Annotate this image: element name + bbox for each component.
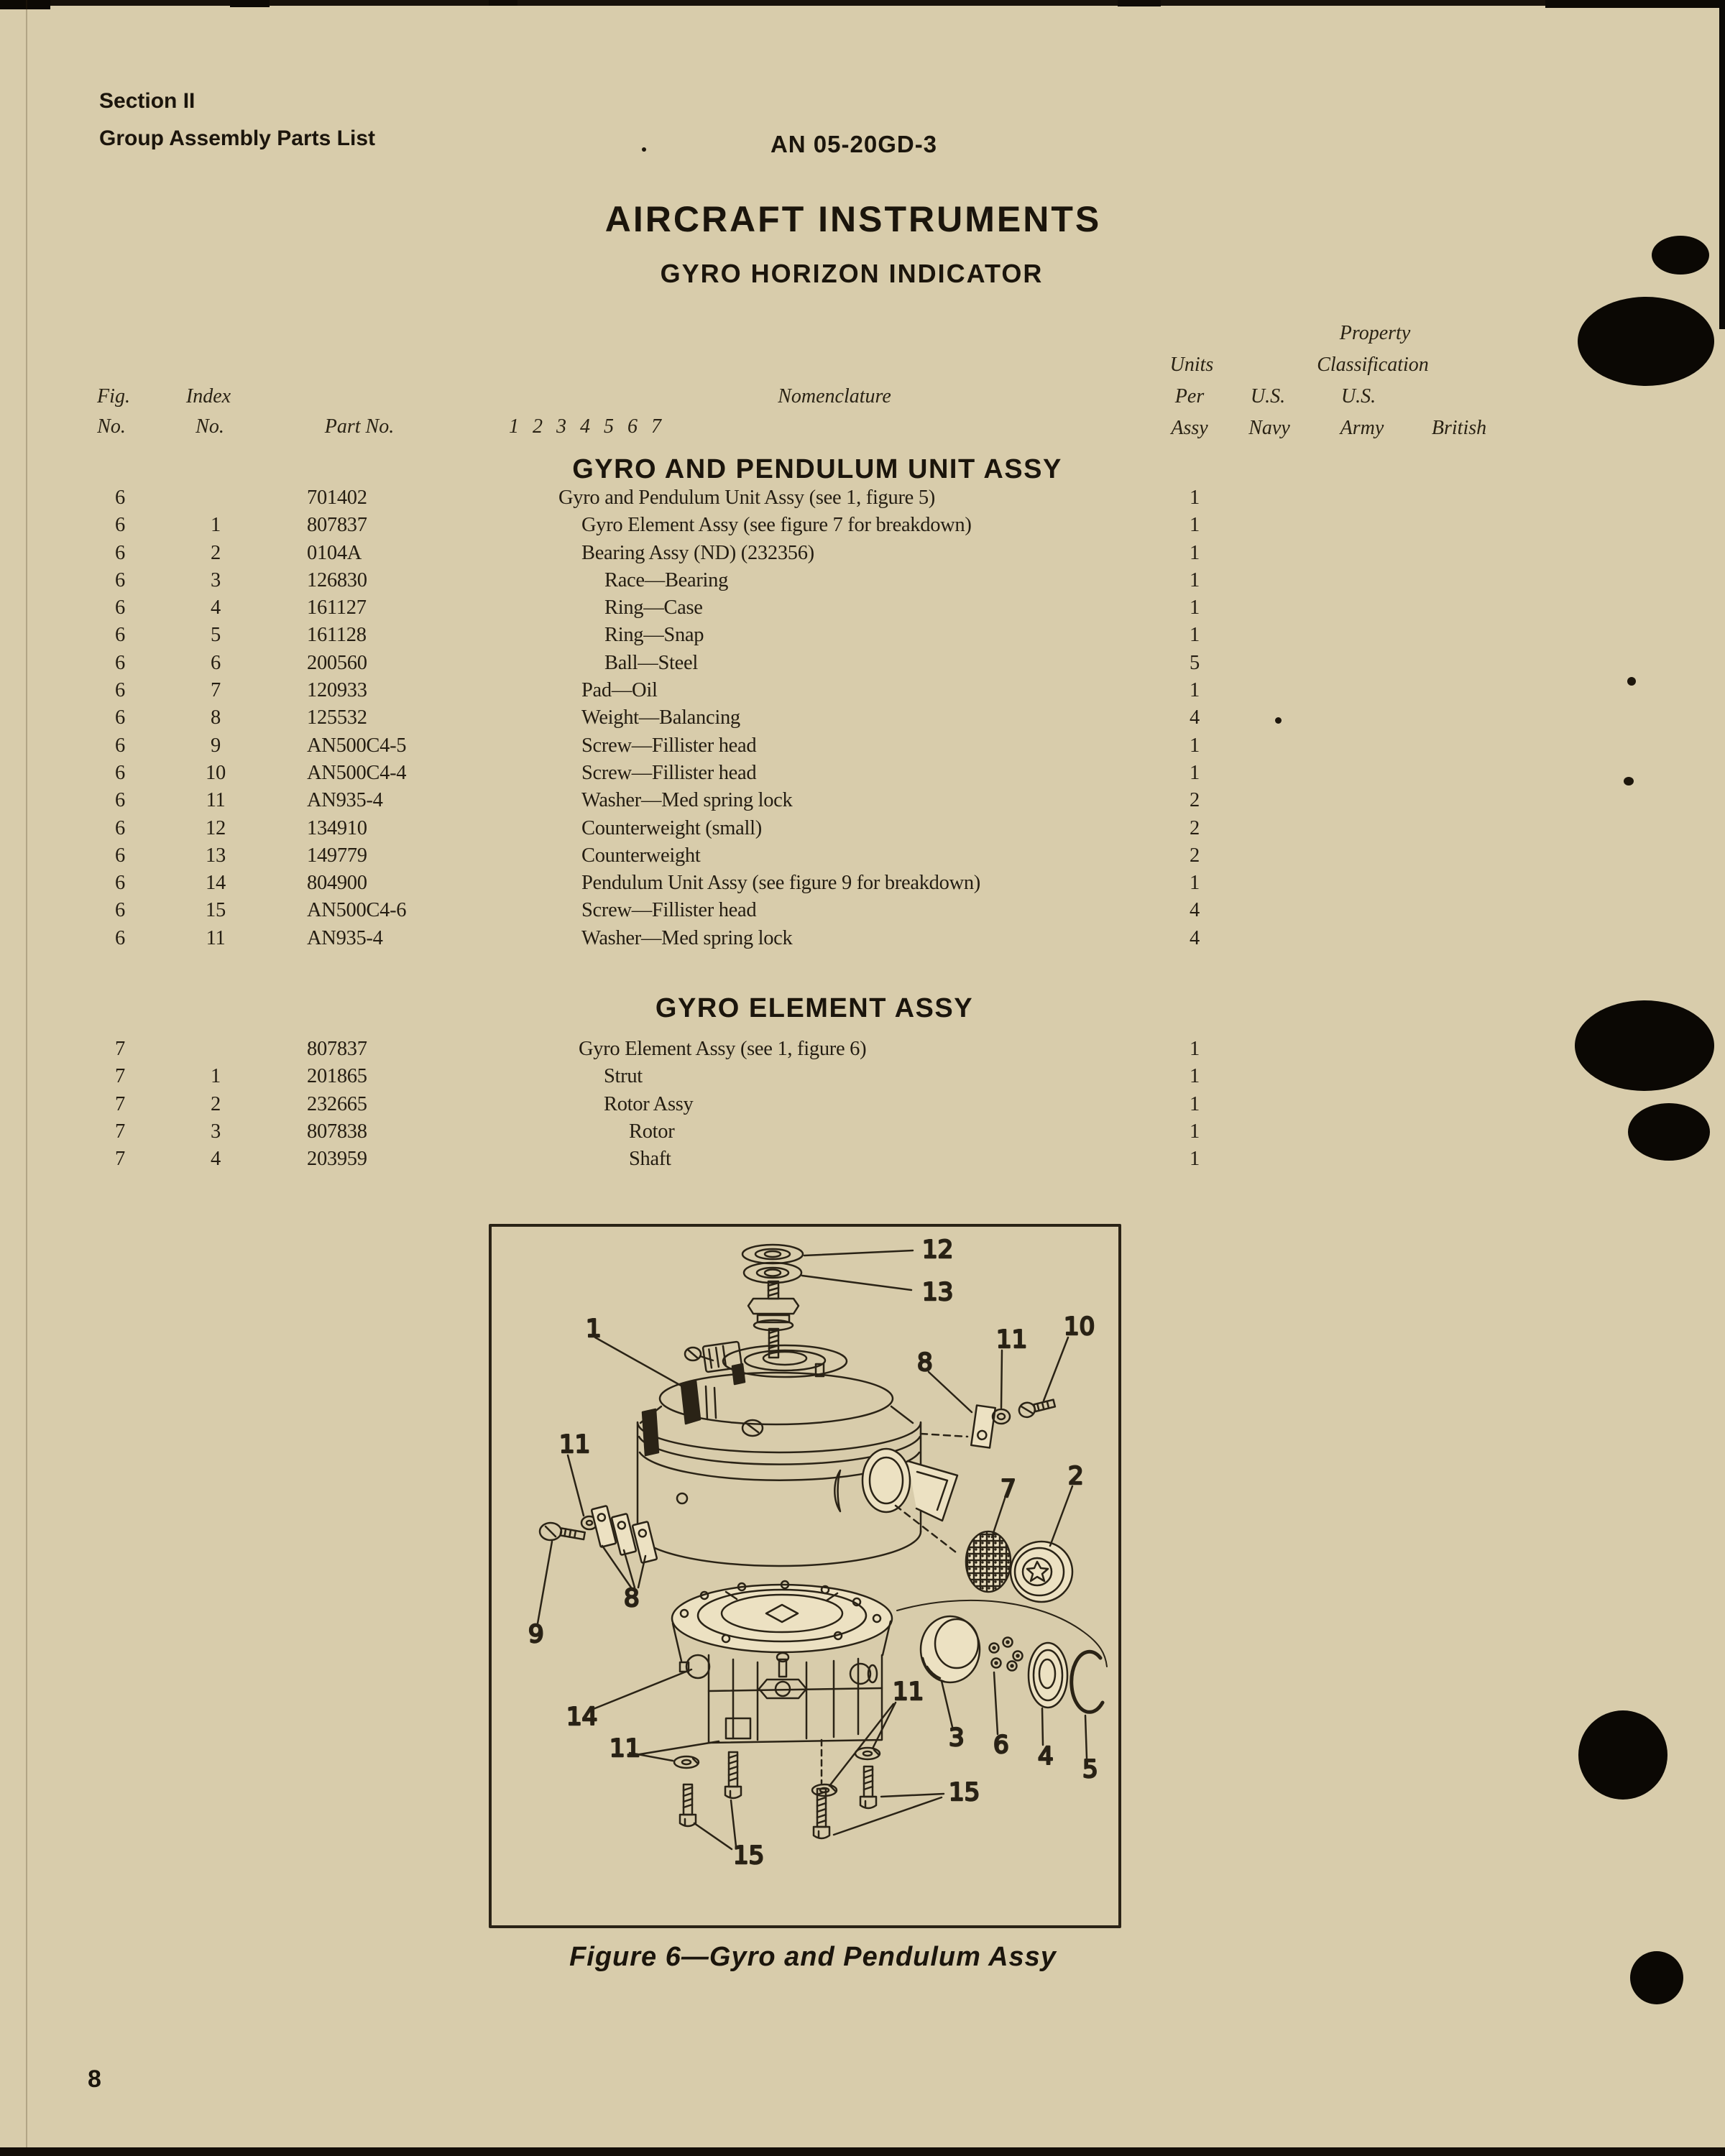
- nomenclature-cell: Strut: [604, 1065, 643, 1088]
- units-per-assy-cell: 1: [1190, 1120, 1200, 1143]
- fig-no-cell: 6: [115, 872, 125, 895]
- col-header-us-navy: U.S.: [1250, 385, 1286, 407]
- index-no-cell: 1: [211, 514, 221, 537]
- nomenclature-cell: Bearing Assy (ND) (232356): [581, 541, 814, 564]
- fig-no-cell: 7: [115, 1065, 125, 1088]
- nomenclature-cell: Ring—Case: [604, 596, 703, 619]
- nomenclature-cell: Ball—Steel: [604, 651, 698, 674]
- nomenclature-cell: Screw—Fillister head: [581, 734, 757, 757]
- callout-label: 14: [566, 1703, 598, 1731]
- punch-hole-mark: [1578, 1710, 1668, 1800]
- fig-no-cell: 6: [115, 596, 125, 619]
- fig-no-cell: 6: [115, 624, 125, 647]
- callout-label: 1: [586, 1314, 602, 1343]
- fig-no-cell: 6: [115, 816, 125, 839]
- index-no-cell: 1: [211, 1065, 221, 1088]
- callout-label: 15: [733, 1841, 765, 1870]
- index-no-cell: 14: [206, 872, 226, 895]
- callout-label: 10: [1064, 1312, 1095, 1341]
- units-per-assy-cell: 4: [1190, 899, 1200, 922]
- index-no-cell: 2: [211, 1092, 221, 1115]
- fig-no-cell: 6: [115, 926, 125, 949]
- units-per-assy-cell: 1: [1190, 1065, 1200, 1088]
- units-per-assy-cell: 1: [1190, 487, 1200, 509]
- col-header-no1: No.: [97, 415, 126, 438]
- part-no-cell: AN500C4-6: [307, 899, 407, 922]
- section-heading: GYRO AND PENDULUM UNIT ASSY: [572, 454, 1062, 484]
- units-per-assy-cell: 4: [1190, 706, 1200, 729]
- nomenclature-cell: Pad—Oil: [581, 679, 658, 702]
- section-heading: GYRO ELEMENT ASSY: [655, 993, 974, 1023]
- table-row: [0, 760, 1725, 787]
- index-no-cell: 11: [206, 789, 226, 812]
- screw-15: [725, 1752, 741, 1798]
- nomenclature-cell: Screw—Fillister head: [581, 899, 757, 922]
- table-row: [0, 815, 1725, 842]
- fig-no-cell: 6: [115, 568, 125, 591]
- part-no-cell: 807837: [307, 1038, 367, 1060]
- parts-table-section-2: [0, 1036, 1725, 1173]
- callout-label: 7: [1000, 1475, 1016, 1503]
- col-header-property: Property: [1339, 322, 1411, 344]
- page-subtitle: GYRO HORIZON INDICATOR: [660, 259, 1044, 288]
- part-no-cell: 232665: [307, 1092, 367, 1115]
- part-no-cell: 125532: [307, 706, 367, 729]
- index-no-cell: 3: [211, 1120, 221, 1143]
- units-per-assy-cell: 1: [1190, 734, 1200, 757]
- units-per-assy-cell: 1: [1190, 1092, 1200, 1115]
- callout-label: 11: [610, 1734, 641, 1763]
- ink-speck: [642, 147, 646, 152]
- callout-label: 11: [996, 1325, 1028, 1354]
- callout-label: 4: [1038, 1742, 1054, 1771]
- page-number: 8: [88, 2065, 101, 2093]
- part-no-cell: 120933: [307, 679, 367, 702]
- nomenclature-cell: Rotor Assy: [604, 1092, 694, 1115]
- doc-number: AN 05-20GD-3: [770, 131, 938, 157]
- part-no-cell: 201865: [307, 1065, 367, 1088]
- table-row: [0, 512, 1725, 539]
- fig-no-cell: 6: [115, 487, 125, 509]
- fig-no-cell: 7: [115, 1120, 125, 1143]
- units-per-assy-cell: 1: [1190, 624, 1200, 647]
- table-row: [0, 677, 1725, 704]
- units-per-assy-cell: 1: [1190, 761, 1200, 784]
- fig-no-cell: 7: [115, 1148, 125, 1171]
- nomenclature-cell: Shaft: [629, 1148, 671, 1171]
- index-no-cell: 9: [211, 734, 221, 757]
- fig-no-cell: 7: [115, 1038, 125, 1060]
- part-no-cell: AN935-4: [307, 926, 383, 949]
- fig-no-cell: 7: [115, 1092, 125, 1115]
- nomenclature-cell: Ring—Snap: [604, 624, 704, 647]
- nomenclature-cell: Gyro and Pendulum Unit Assy (see 1, figure 5): [558, 487, 935, 509]
- table-row: [0, 1091, 1725, 1118]
- nomenclature-cell: Race—Bearing: [604, 568, 729, 591]
- group-assembly-label: Group Assembly Parts List: [99, 126, 375, 150]
- col-header-fig: Fig.: [97, 385, 130, 407]
- col-header-classification: Classification: [1317, 354, 1429, 376]
- part-no-cell: AN935-4: [307, 789, 383, 812]
- callout-label: 2: [1068, 1462, 1084, 1491]
- col-header-us-army: U.S.: [1340, 385, 1376, 407]
- units-per-assy-cell: 1: [1190, 568, 1200, 591]
- units-per-assy-cell: 2: [1190, 816, 1200, 839]
- table-row: [0, 787, 1725, 814]
- scan-bottom-edge: [0, 2147, 1725, 2156]
- col-header-navy: Navy: [1248, 417, 1290, 439]
- page-title: AIRCRAFT INSTRUMENTS: [604, 199, 1102, 239]
- fig-no-cell: 6: [115, 789, 125, 812]
- punch-hole-mark: [1630, 1951, 1683, 2004]
- units-per-assy-cell: 1: [1190, 1148, 1200, 1171]
- table-row: [0, 622, 1725, 649]
- index-no-cell: 4: [211, 596, 221, 619]
- part-no-cell: 134910: [307, 816, 367, 839]
- units-per-assy-cell: 1: [1190, 679, 1200, 702]
- part-no-cell: AN500C4-4: [307, 761, 407, 784]
- table-row: [0, 1063, 1725, 1090]
- part-no-cell: 203959: [307, 1148, 367, 1171]
- callout-label: 11: [893, 1677, 924, 1706]
- punch-hole-mark: [1578, 297, 1714, 386]
- scan-right-edge-bar: [1719, 0, 1725, 329]
- fig-no-cell: 6: [115, 734, 125, 757]
- nomenclature-cell: Screw—Fillister head: [581, 761, 757, 784]
- screw-15: [860, 1766, 876, 1808]
- part-no-cell: 701402: [307, 487, 367, 509]
- part-no-cell: 807838: [307, 1120, 367, 1143]
- index-no-cell: 3: [211, 568, 221, 591]
- scan-edge-blob: [0, 0, 50, 9]
- index-no-cell: 2: [211, 541, 221, 564]
- col-header-assy: Assy: [1171, 417, 1208, 439]
- callout-label: 6: [993, 1731, 1009, 1759]
- units-per-assy-cell: 1: [1190, 596, 1200, 619]
- units-per-assy-cell: 5: [1190, 651, 1200, 674]
- index-no-cell: 10: [206, 761, 226, 784]
- part-no-cell: 161128: [307, 624, 367, 647]
- units-per-assy-cell: 1: [1190, 872, 1200, 895]
- index-no-cell: 11: [206, 926, 226, 949]
- index-no-cell: 7: [211, 679, 221, 702]
- callout-label: 8: [624, 1584, 640, 1613]
- figure-caption: Figure 6—Gyro and Pendulum Assy: [569, 1942, 1057, 1972]
- figure-6-box: [489, 1223, 1121, 1929]
- index-no-cell: 6: [211, 651, 221, 674]
- table-row: [0, 594, 1725, 622]
- index-no-cell: 15: [206, 899, 226, 922]
- col-header-no2: No.: [196, 415, 224, 438]
- table-row: [0, 567, 1725, 594]
- fig-no-cell: 6: [115, 761, 125, 784]
- units-per-assy-cell: 2: [1190, 789, 1200, 812]
- col-header-army: Army: [1340, 417, 1384, 439]
- scan-edge-blob: [1118, 0, 1161, 6]
- fig-no-cell: 6: [115, 651, 125, 674]
- section-label: Section II: [99, 89, 196, 113]
- screw-15: [680, 1784, 696, 1826]
- table-row: [0, 897, 1725, 924]
- fig-no-cell: 6: [115, 679, 125, 702]
- parts-table-section-1: [0, 484, 1725, 952]
- callout-label: 12: [922, 1235, 954, 1264]
- part-no-cell: 0104A: [307, 541, 362, 564]
- nomenclature-cell: Gyro Element Assy (see figure 7 for breakdown): [581, 514, 972, 537]
- table-row: [0, 484, 1725, 512]
- table-row: [0, 732, 1725, 760]
- callout-label: 3: [949, 1723, 965, 1752]
- fig-no-cell: 6: [115, 899, 125, 922]
- part-no-cell: 200560: [307, 651, 367, 674]
- table-row: [0, 1036, 1725, 1063]
- part-no-cell: 149779: [307, 844, 367, 867]
- callout-label: 9: [528, 1620, 544, 1649]
- col-header-item-digits: 1 2 3 4 5 6 7: [509, 415, 666, 438]
- table-row: [0, 1146, 1725, 1173]
- part-no-cell: 804900: [307, 872, 367, 895]
- callout-label: 13: [922, 1278, 954, 1307]
- nomenclature-cell: Rotor: [629, 1120, 675, 1143]
- nomenclature-cell: Gyro Element Assy (see 1, figure 6): [579, 1038, 867, 1060]
- callout-label: 11: [559, 1430, 591, 1459]
- scan-edge-blob: [489, 0, 518, 6]
- fig-no-cell: 6: [115, 541, 125, 564]
- table-row: [0, 540, 1725, 567]
- table-row: [0, 842, 1725, 870]
- callout-label: 5: [1082, 1755, 1098, 1784]
- callout-label: 15: [949, 1778, 980, 1807]
- units-per-assy-cell: 1: [1190, 514, 1200, 537]
- index-no-cell: 4: [211, 1148, 221, 1171]
- nomenclature-cell: Washer—Med spring lock: [581, 926, 793, 949]
- nomenclature-cell: Counterweight (small): [581, 816, 762, 839]
- index-no-cell: 12: [206, 816, 226, 839]
- table-row: [0, 704, 1725, 732]
- index-no-cell: 5: [211, 624, 221, 647]
- fig-no-cell: 6: [115, 706, 125, 729]
- units-per-assy-cell: 4: [1190, 926, 1200, 949]
- fig-no-cell: 6: [115, 844, 125, 867]
- index-no-cell: 8: [211, 706, 221, 729]
- units-per-assy-cell: 2: [1190, 844, 1200, 867]
- table-row: [0, 870, 1725, 897]
- table-row: [0, 1118, 1725, 1146]
- punch-hole-mark: [1652, 236, 1709, 275]
- col-header-nomenclature: Nomenclature: [778, 385, 891, 407]
- units-per-assy-cell: 1: [1190, 1038, 1200, 1060]
- nomenclature-cell: Weight—Balancing: [581, 706, 740, 729]
- col-header-units: Units: [1169, 354, 1214, 376]
- index-no-cell: 13: [206, 844, 226, 867]
- scan-edge-blob: [1545, 0, 1725, 8]
- table-row: [0, 925, 1725, 952]
- col-header-part-no: Part No.: [324, 415, 395, 438]
- part-no-cell: 161127: [307, 596, 367, 619]
- exploded-view-figure: [489, 1223, 1121, 1929]
- nomenclature-cell: Counterweight: [581, 844, 701, 867]
- nomenclature-cell: Washer—Med spring lock: [581, 789, 793, 812]
- col-header-index: Index: [185, 385, 231, 407]
- callout-label: 8: [917, 1348, 933, 1377]
- nomenclature-cell: Pendulum Unit Assy (see figure 9 for breakdown): [581, 872, 980, 895]
- units-per-assy-cell: 1: [1190, 541, 1200, 564]
- col-header-per: Per: [1174, 385, 1205, 407]
- fig-no-cell: 6: [115, 514, 125, 537]
- part-no-cell: 807837: [307, 514, 367, 537]
- col-header-british: British: [1431, 417, 1487, 439]
- part-no-cell: AN500C4-5: [307, 734, 407, 757]
- table-row: [0, 650, 1725, 677]
- part-no-cell: 126830: [307, 568, 367, 591]
- scan-edge-blob: [230, 0, 270, 7]
